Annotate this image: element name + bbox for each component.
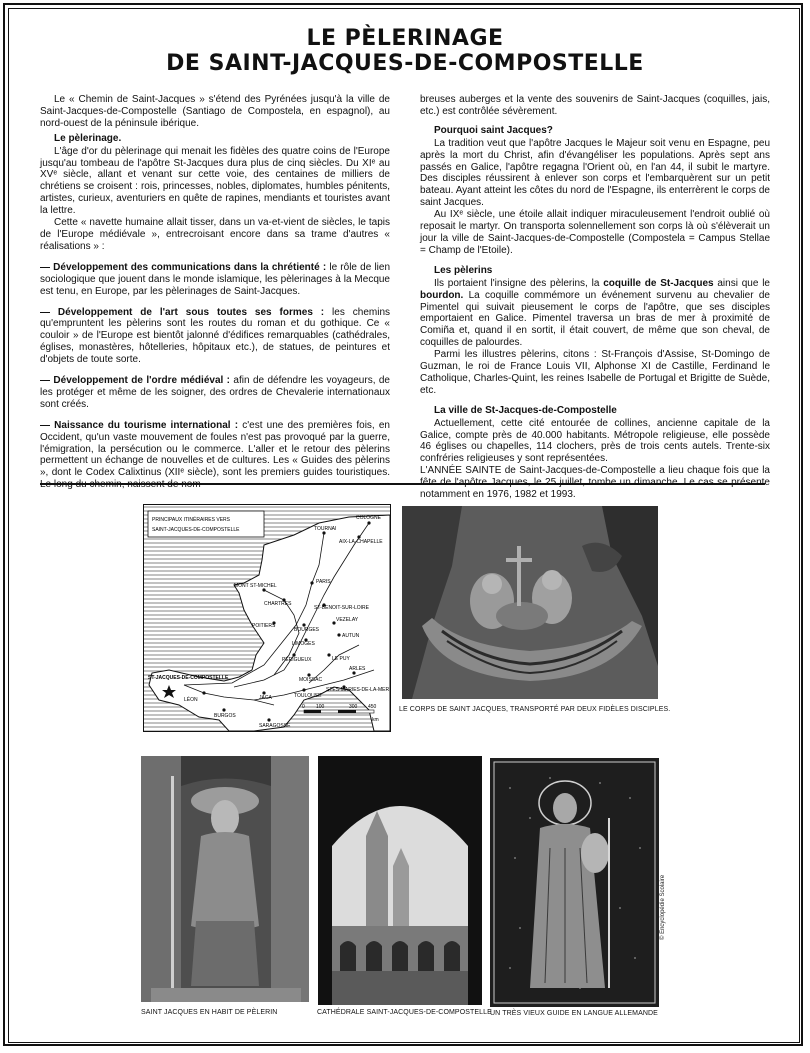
section-heading-pelerins: Les pèlerins (434, 264, 493, 276)
map-label-bourges: BOURGES (294, 627, 320, 633)
paragraph: Actuellement, cette cité entourée de collines, ancienne capitale de la Galice, compte près de 40.000 habitants. Métropole religieuse, elle possède 46 églises ou chapelles, 114 clochers, près de trois cents autels. Trente-six confréries religieuses y sont représentées. (420, 417, 770, 465)
map-title-line-2: SAINT-JACQUES-DE-COMPOSTELLE (152, 527, 240, 533)
map-drawing (144, 505, 390, 731)
article-column-right (420, 94, 770, 501)
photo-boat-carving (402, 506, 658, 699)
scale-unit: km (372, 717, 379, 723)
bullet-text: les chemins qu'empruntent les pèlerins sont les routes du roman et du gothique. Ce « couloir » de l'Europe est bientôt jalonné d'édifices remarquables (cathédrales, églises, monastères, hôtelleries, hôpitaux etc.), de statues, de peintures et d'objets de toute sorte. (40, 306, 391, 366)
map-label-vezelay: VEZELAY (336, 617, 359, 623)
paragraph: L'âge d'or du pèlerinage qui menait les fidèles des quatre coins de l'Europe jusqu'au tombeau de l'apôtre St-Jacques dura plus de cinq siècles. Du XIᵉ au XVᵉ siècle, allant et venant sur cette voie, des centaines de milliers de chrétiens se croisent : rois, princesses, nobles, diplomates, humbles pénitents, artistes, curieux, aventuriers en quête de rapines, mendiants et touristes avant la lettre. (40, 145, 390, 217)
map-label-santiago: ST-JACQUES-DE-COMPOSTELLE (148, 675, 229, 681)
bullet-text: afin de défendre les voyageurs, de les protéger et même de les soigner, des ordres de Chevalerie internationaux sont créés. (40, 375, 390, 410)
photo-old-guide (490, 758, 659, 1007)
map-label-saragosse: SARAGOSSE (259, 723, 291, 729)
map-label-limoges: LIMOGES (292, 641, 315, 647)
paragraph: La tradition veut que l'apôtre Jacques le Majeur soit venu en Espagne, peu après la mort du Christ, afin d'évangéliser les populations. Après sept ans passés en Galice, l'apôtre regagna l'Orient où, en l'an 44, il subit le martyre. Des disciples réussirent à enlever son corps et l'embarquèrent sur un petit bateau. Ayant atteint les côtes du nord de l'Espagne, ils enterrèrent le corps de saint Jacques. (420, 137, 770, 209)
article-column-left (40, 94, 390, 491)
spacer (40, 366, 390, 375)
itinerary-map (143, 504, 391, 732)
text: ainsi que le (713, 277, 770, 289)
map-label-perigueux: PÉRIGUEUX (282, 657, 312, 663)
text-bold: coquille de St-Jacques (603, 277, 714, 289)
text-bold: bourdon. (420, 289, 464, 301)
spacer (40, 253, 390, 262)
map-label-paris: PARIS (316, 579, 331, 585)
map-title-line-1: PRINCIPAUX ITINÉRAIRES VERS (152, 517, 230, 523)
section-heading-pelerinage: Le pèlerinage. (54, 132, 122, 144)
paragraph (420, 278, 770, 349)
bullet-tourisme (40, 420, 390, 491)
map-label-burgos: BURGOS (214, 713, 236, 719)
title-line-1: LE PÈLERINAGE (306, 26, 504, 51)
map-label-moissac: MOISSAC (299, 677, 323, 683)
map-label-tournai: TOURNAI (314, 526, 337, 532)
scale-label: 100 (316, 704, 325, 710)
paragraph-continued: breuses auberges et la vente des souvenirs de Saint-Jacques (coquilles, jais, etc.) est contrôlée sévèrement. (420, 94, 770, 117)
bullet-ordre (40, 375, 390, 411)
bullet-communications (40, 262, 390, 298)
photo-cathedral (318, 756, 482, 1005)
map-label-arles: ARLES (349, 666, 366, 672)
section-divider (40, 483, 765, 485)
caption-statue: SAINT JACQUES EN HABIT DE PÈLERIN (141, 1009, 278, 1016)
map-label-jaca: JACA (259, 695, 272, 701)
old-guide-illustration (490, 758, 659, 1007)
caption-cathedral: CATHÉDRALE SAINT-JACQUES-DE-COMPOSTELLE (317, 1009, 492, 1016)
title-line-2: DE SAINT-JACQUES-DE-COMPOSTELLE (166, 51, 644, 76)
paragraph: Au IXᵉ siècle, une étoile allait indiquer miraculeusement l'endroit oublié où reposait le martyr. On transporta solennellement son corps là où s'élèverait un jour la ville de Saint-Jacques-de-Compostelle (Compostela = Campus Stellae = Champ de l'Etoile). (420, 209, 770, 256)
map-label-chartres: CHARTRES (264, 601, 292, 607)
map-label-mont-st-michel: MONT ST-MICHEL (234, 583, 277, 589)
photo-statue (141, 756, 309, 1002)
text: Ils portaient l'insigne des pèlerins, la (434, 277, 604, 289)
caption-boat: LE CORPS DE SAINT JACQUES, TRANSPORTÉ PAR DEUX FIDÈLES DISCIPLES. (399, 706, 671, 713)
bullet-heading: — Développement des communications dans la chrétienté : (40, 261, 327, 273)
photo-credit: © Encyclopédie Scolaire (660, 874, 666, 940)
map-label-le-puy: LE PUY (332, 656, 350, 662)
paragraph: L'ANNÉE SAINTE de Saint-Jacques-de-Compostelle a lieu chaque fois que la fête de l'apôtre Jacques, le 25 juillet, tombe un dimanche. Le cas se présente notamment en 1976, 1982 et 1993. (420, 465, 770, 501)
scale-label: 450 (368, 704, 377, 710)
scale-label: 300 (349, 704, 358, 710)
map-label-aix: AIX-LA-CHAPELLE (339, 539, 383, 545)
bullet-heading: — Développement de l'art sous toutes ses formes : (40, 306, 325, 318)
caption-old-guide: UN TRÈS VIEUX GUIDE EN LANGUE ALLEMANDE (490, 1010, 658, 1017)
spacer (40, 411, 390, 420)
map-label-poitiers: POITIERS (252, 623, 276, 629)
section-heading-ville: La ville de St-Jacques-de-Compostelle (434, 404, 617, 416)
bullet-art (40, 307, 390, 367)
intro-paragraph: Le « Chemin de Saint-Jacques » s'étend des Pyrénées jusqu'à la ville de Saint-Jacques-de-Compostelle (Santiago de Compostela, en espagnol), au nord-ouest de la péninsule ibérique. (40, 94, 390, 129)
statue-illustration (141, 756, 309, 1002)
paragraph: Parmi les illustres pèlerins, citons : St-François d'Assise, St-Domingo de Guzman, le roi de France Louis VII, Alphonse XI de Castille, Ferdinand le Catholique, Charles-Quint, les reines Isabelle de Portugal et Brigitte de Suède, etc. (420, 349, 770, 396)
page-title (0, 26, 810, 76)
map-label-toulouse: TOULOUSE (294, 693, 322, 699)
map-label-autun: AUTUN (342, 633, 360, 639)
map-label-cologne: COLOGNE (356, 515, 382, 521)
section-heading-pourquoi: Pourquoi saint Jacques? (434, 124, 553, 136)
bullet-text: c'est une des premières fois, en Occident, qu'un vaste mouvement de foules n'est pas provoqué par la guerre, l'émigration, la persécution ou le commerce. L'aller et le retour des pèlerins permettent un échange de nouvelles et de cultures. Les « Guides des pèlerins », dont le Codex Calixtinus (XIIᵉ siècle), sont les premiers guides touristiques. Le long du chemin, naissent de nom- (40, 419, 390, 491)
bullet-heading: — Développement de l'ordre médiéval : (40, 375, 231, 387)
boat-carving-illustration (402, 506, 658, 699)
map-label-st-benoit: ST-BENOIT-SUR-LOIRE (314, 605, 370, 611)
scale-label: 0 (302, 704, 305, 710)
cathedral-illustration (318, 756, 482, 1005)
paragraph: Cette « navette humaine allait tisser, dans un va-et-vient de siècles, le tapis de l'Europe médiévale », entrecroisant encore dans sa trame d'autres « réalisations » : (40, 217, 390, 252)
text: La coquille commémore un événement survenu au chevalier de Pimentel qui suivait pieusement le corps de l'apôtre, que ses disciples emportaient en Galice. Pimentel traversa un bras de mer à proximité de Comiña et, quand il en sortit, il était couvert, de même que son cheval, de coquilles de palourdes. (420, 289, 770, 349)
bullet-text: le rôle de lien sociologique que jouent dans le monde islamique, les pèlerinages à la Mecque est tenu, en Europe, par les pèlerinages de Saint-Jacques. (40, 261, 391, 297)
map-label-stes-maries: STES-MARIES-DE-LA-MER (326, 687, 390, 693)
map-label-leon: LÉON (184, 697, 198, 703)
spacer (40, 298, 390, 307)
bullet-heading: — Naissance du tourisme international : (40, 419, 239, 431)
